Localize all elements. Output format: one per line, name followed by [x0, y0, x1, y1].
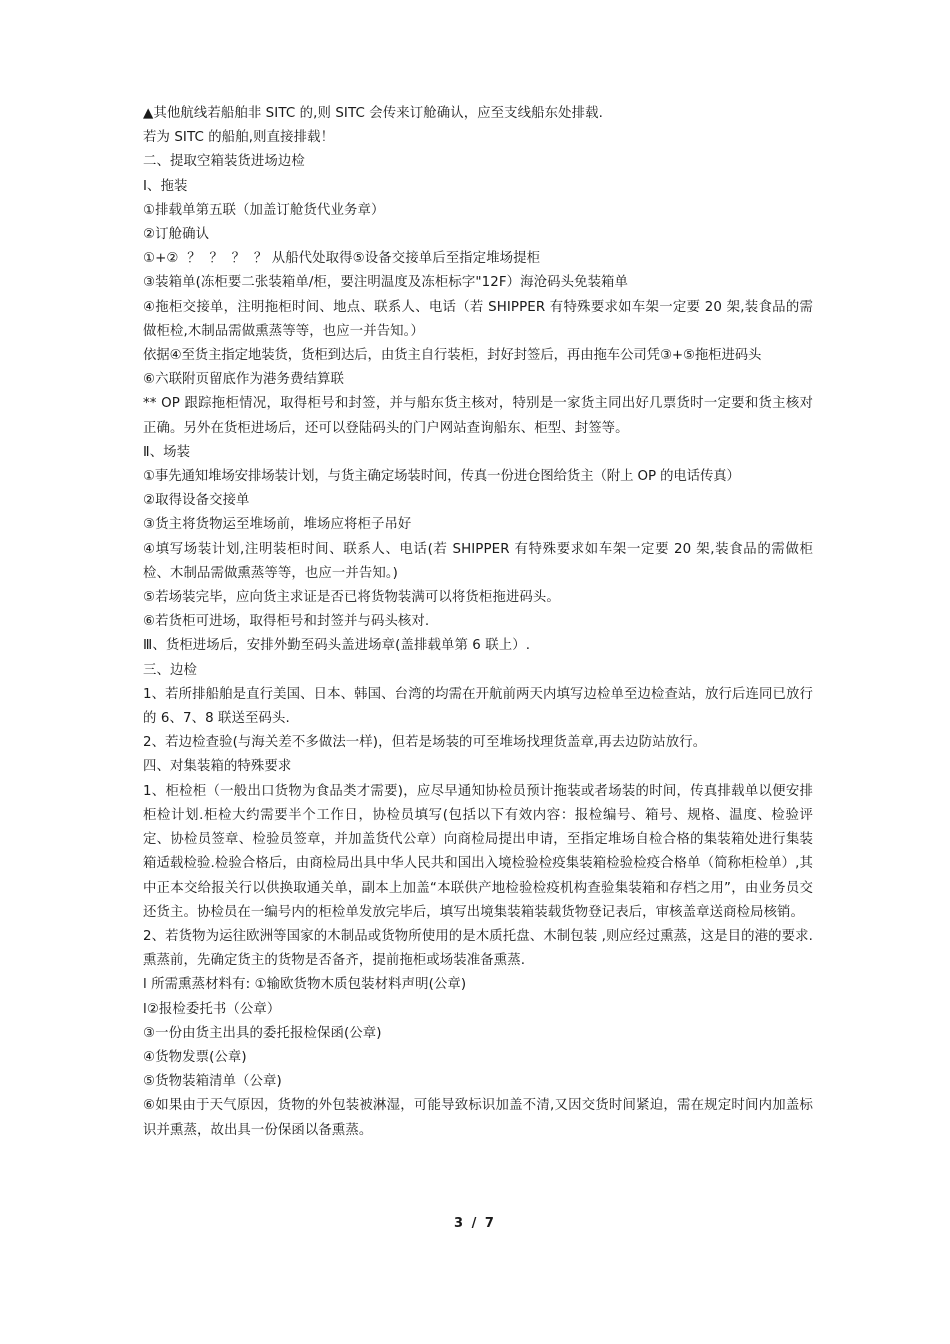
text-line: ④货物发票(公章): [143, 1049, 247, 1065]
page-current: 3: [454, 1216, 466, 1231]
text-line: ③货主将货物运至堆场前，堆场应将柜子吊好: [143, 517, 412, 533]
page-total: 7: [484, 1216, 496, 1231]
text-line: ①排载单第五联（加盖订舱货代业务章）: [143, 202, 385, 218]
section-heading: 二、提取空箱装货进场边检: [143, 154, 305, 170]
document-body: [143, 102, 813, 1143]
text-paragraph: ④拖柜交接单，注明拖柜时间、地点、联系人、电话（若 SHIPPER 有特殊要求如车架一定要 20 架,装食品的需做柜检,木制品需做熏蒸等等，也应一并告知。）: [143, 299, 813, 339]
text-paragraph: 1、若所排船舶是直行美国、日本、韩国、台湾的均需在开航前两天内填写边检单至边检查站，放行后连同已放行的 6、7、8 联送至码头.: [143, 686, 813, 727]
text-paragraph: 1、柜检柜（一般出口货物为食品类才需要)，应尽早通知协检员预计拖装或者场装的时间，传真排载单以便安排柜检计划.柜检大约需要半个工作日，协检员填写(包括以下有效内容：报检编号、箱号、规格、温度、检验评定、协检员签章、检验员签章，并加盖货代公章）向商检局提出申请，至指定堆场自检合格的集装箱处进行集装箱适载检验.检验合格后，由商检局出具中华人民共和国出入境检验检疫集装箱检验检疫合格单（简称柜检单）,其中正本交给报关行以供换取通关单，副本上加盖“本联供产地检验检疫机构查验集装箱和存档之用”，由业务员交还货主。协检员在一编号内的柜检单发放完毕后，填写出境集装箱装载货物登记表后，审核盖章送商检局核销。: [143, 783, 813, 920]
text-line: ⑤货物装箱清单（公章): [143, 1074, 282, 1090]
page-separator: /: [471, 1216, 479, 1231]
text-line: l②报检委托书（公章）: [143, 1001, 281, 1017]
text-line: ⑥六联附页留底作为港务费结算联: [143, 372, 344, 388]
text-line: 若为 SITC 的船舶,则直接排载！: [143, 130, 335, 146]
subsection-heading: Ⅲ、货柜进场后，安排外勤至码头盖进场章(盖排载单第 6 联上）.: [143, 638, 531, 654]
text-paragraph: ** OP 跟踪拖柜情况，取得柜号和封签，并与船东货主核对，特别是一家货主同出好几票货时一定要和货主核对正确。另外在货柜进场后，还可以登陆码头的门户网站查询船东、柜型、封签等。: [143, 396, 813, 436]
text-line: ②取得设备交接单: [143, 493, 250, 509]
text-line: 依据④至货主指定地装货，货柜到达后，由货主自行装柜，封好封签后，再由拖车公司凭③+⑤拖柜进码头: [143, 348, 762, 364]
text-paragraph: ⑥如果由于天气原因，货物的外包装被淋湿，可能导致标识加盖不清,又因交货时间紧迫，需在规定时间内加盖标识并熏蒸，故出具一份保函以备熏蒸。: [143, 1098, 813, 1138]
section-heading: 四、对集装箱的特殊要求: [143, 759, 292, 775]
page-number: [0, 1216, 950, 1231]
text-line: 2、若边检查验(与海关差不多做法一样)，但若是场装的可至堆场找理货盖章,再去边防站放行。: [143, 735, 707, 751]
subsection-heading: Ⅱ、场装: [143, 444, 191, 460]
text-line: ③装箱单(冻柜要二张装箱单/柜，要注明温度及冻柜标字"12F）海沧码头免装箱单: [143, 275, 629, 291]
text-line: l 所需熏蒸材料有: ①输欧货物木质包装材料声明(公章): [143, 977, 467, 993]
section-heading: 三、边检: [143, 662, 197, 678]
text-line: ①+② ？ ？ ？ ？ 从船代处取得⑤设备交接单后至指定堆场提柜: [143, 251, 541, 267]
text-line: ②订舱确认: [143, 227, 210, 243]
subsection-heading: Ⅰ、拖装: [143, 178, 188, 194]
text-line: ③一份由货主出具的委托报检保函(公章): [143, 1025, 382, 1041]
text-paragraph: 2、若货物为运往欧洲等国家的木制品或货物所使用的是木质托盘、木制包装 ,则应经过熏蒸，这是目的港的要求.熏蒸前，先确定货主的货物是否备齐，提前拖柜或场装准备熏蒸.: [143, 928, 813, 969]
text-paragraph: ④填写场装计划,注明装柜时间、联系人、电话(若 SHIPPER 有特殊要求如车架一定要 20 架,装食品的需做柜检、木制品需做熏蒸等等，也应一并告知。): [143, 541, 813, 581]
text-line: ⑤若场装完毕，应向货主求证是否已将货物装满可以将货柜拖进码头。: [143, 590, 560, 606]
text-line: ▲其他航线若船舶非 SITC 的,则 SITC 会传来订舱确认，应至支线船东处排载.: [143, 106, 603, 121]
text-line: ⑥若货柜可进场，取得柜号和封签并与码头核对.: [143, 614, 430, 630]
text-line: ①事先通知堆场安排场装计划，与货主确定场装时间，传真一份进仓图给货主（附上 OP 的电话传真）: [143, 469, 740, 485]
